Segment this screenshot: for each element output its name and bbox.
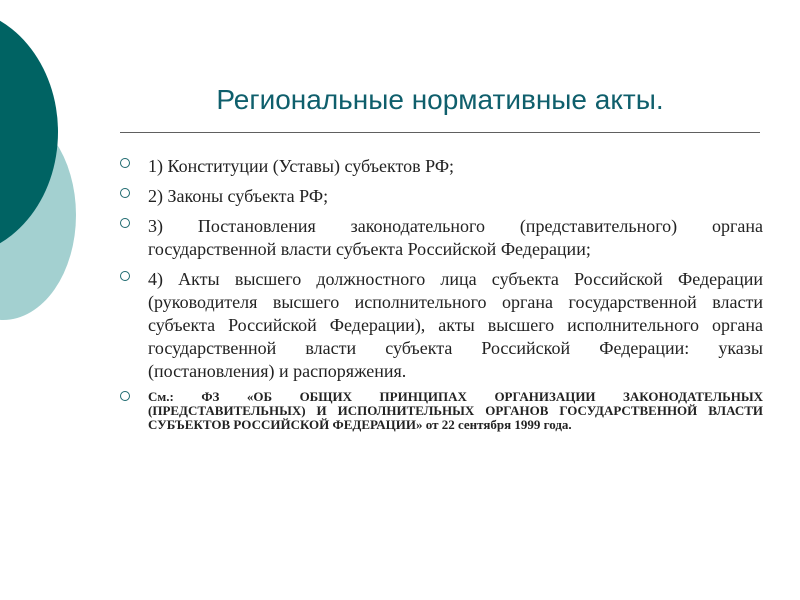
list-item-text: 1) Конституции (Уставы) субъектов РФ; xyxy=(148,156,455,176)
reference-note xyxy=(118,390,763,432)
bullet-circle-icon xyxy=(120,218,130,228)
reference-note-text: См.: ФЗ «ОБ ОБЩИХ ПРИНЦИПАХ ОРГАНИЗАЦИИ ЗАКОНОДАТЕЛЬНЫХ (ПРЕДСТАВИТЕЛЬНЫХ) И ИСПОЛНИТЕЛЬНЫХ ОРГАНОВ ГОСУДАРСТВЕННОЙ ВЛАСТИ СУБЪЕКТОВ РОССИЙСКОЙ ФЕДЕРАЦИИ» от 22 сентября 1999 года. xyxy=(148,389,763,432)
title-divider xyxy=(120,132,760,133)
list-item-text: 3) Постановления законодательного (представительного) органа государственной власти субъекта Российской Федерации; xyxy=(148,216,763,259)
list-item-text: 4) Акты высшего должностного лица субъекта Российской Федерации (руководителя высшего исполнительного органа государственной власти субъекта Российской Федерации), акты высшего исполнительного органа государственной власти субъекта Российской Федерации: указы (постановления) и распоряжения. xyxy=(148,269,763,381)
list-item xyxy=(118,155,763,178)
bullet-circle-icon xyxy=(120,158,130,168)
bullet-circle-icon xyxy=(120,271,130,281)
list-item xyxy=(118,185,763,208)
list-item xyxy=(118,268,763,383)
slide-title: Региональные нормативные акты. xyxy=(216,84,664,115)
bullet-list xyxy=(118,155,763,439)
list-item-text: 2) Законы субъекта РФ; xyxy=(148,186,329,206)
bullet-circle-icon xyxy=(120,391,130,401)
list-item xyxy=(118,215,763,261)
bullet-circle-icon xyxy=(120,188,130,198)
